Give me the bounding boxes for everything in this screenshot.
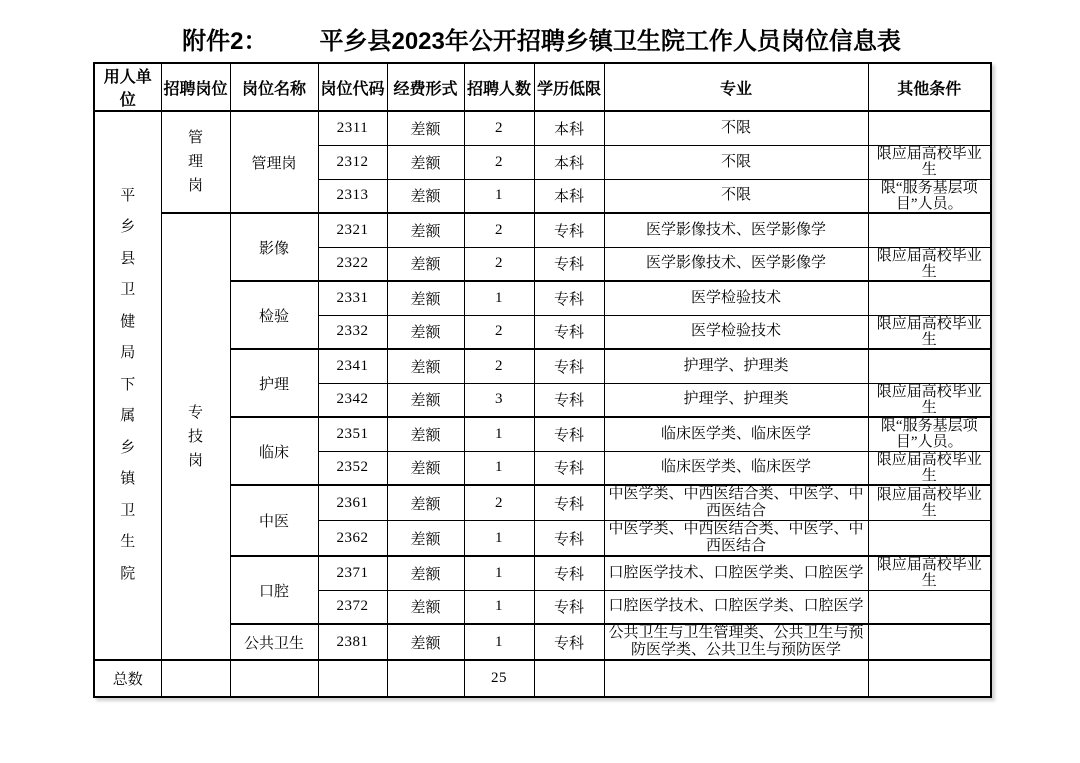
cell-other-conditions xyxy=(868,624,991,660)
cell-min-education: 专科 xyxy=(534,315,604,349)
column-header-0: 用人单位 xyxy=(94,63,161,111)
cell-min-education: 专科 xyxy=(534,624,604,660)
cell-position-code: 2341 xyxy=(318,349,387,383)
cell-major: 临床医学类、临床医学 xyxy=(604,451,868,485)
cell-position-name: 护理 xyxy=(230,349,318,417)
cell-other-conditions: 限应届高校毕业生 xyxy=(868,145,991,179)
cell-funding-form: 差额 xyxy=(387,485,464,521)
cell-position-name: 管理岗 xyxy=(230,111,318,213)
cell-funding-form: 差额 xyxy=(387,451,464,485)
cell-other-conditions: 限“服务基层项目”人员。 xyxy=(868,179,991,213)
cell-other-conditions xyxy=(868,281,991,315)
cell-recruit-count: 2 xyxy=(464,349,534,383)
cell-min-education: 专科 xyxy=(534,521,604,557)
cell-min-education: 专科 xyxy=(534,556,604,590)
cell-major: 医学影像技术、医学影像学 xyxy=(604,247,868,281)
cell-other-conditions: 限“服务基层项目”人员。 xyxy=(868,417,991,451)
recruit-category-label: 专技岗 xyxy=(187,404,203,469)
cell-other-conditions xyxy=(868,111,991,145)
cell-major: 中医学类、中西医结合类、中医学、中西医结合 xyxy=(604,521,868,557)
cell-min-education: 专科 xyxy=(534,590,604,624)
cell-other-conditions xyxy=(868,213,991,247)
cell-min-education: 本科 xyxy=(534,145,604,179)
cell-position-code: 2361 xyxy=(318,485,387,521)
cell-recruit-count: 2 xyxy=(464,213,534,247)
cell-min-education: 专科 xyxy=(534,485,604,521)
position-info-table xyxy=(93,62,992,698)
cell-major: 公共卫生与卫生管理类、公共卫生与预防医学类、公共卫生与预防医学 xyxy=(604,624,868,660)
cell-position-name: 检验 xyxy=(230,281,318,349)
column-header-4: 经费形式 xyxy=(387,63,464,111)
attachment-label: 附件2： xyxy=(182,28,268,55)
cell-position-name-empty xyxy=(230,660,318,697)
cell-major: 医学检验技术 xyxy=(604,315,868,349)
cell-position-code: 2352 xyxy=(318,451,387,485)
cell-position-code: 2371 xyxy=(318,556,387,590)
cell-recruit-count: 1 xyxy=(464,281,534,315)
cell-employer xyxy=(94,111,161,660)
cell-funding-form: 差额 xyxy=(387,179,464,213)
table-total-row xyxy=(94,660,991,697)
cell-recruit-count: 1 xyxy=(464,451,534,485)
cell-other-conditions: 限应届高校毕业生 xyxy=(868,556,991,590)
cell-min-education: 专科 xyxy=(534,213,604,247)
column-header-8: 其他条件 xyxy=(868,63,991,111)
cell-funding-form: 差额 xyxy=(387,349,464,383)
employer-name: 平乡县卫健局下属乡镇卫生院 xyxy=(120,187,136,582)
table-row xyxy=(94,213,991,247)
cell-position-code: 2381 xyxy=(318,624,387,660)
cell-major: 医学影像技术、医学影像学 xyxy=(604,213,868,247)
cell-recruit-count: 3 xyxy=(464,383,534,417)
column-header-2: 岗位名称 xyxy=(230,63,318,111)
cell-position-code: 2331 xyxy=(318,281,387,315)
cell-major: 护理学、护理类 xyxy=(604,383,868,417)
cell-position-name: 公共卫生 xyxy=(230,624,318,660)
cell-funding-form: 差额 xyxy=(387,521,464,557)
cell-funding-form: 差额 xyxy=(387,213,464,247)
cell-funding-form: 差额 xyxy=(387,624,464,660)
cell-funding-form: 差额 xyxy=(387,145,464,179)
cell-min-education-empty xyxy=(534,660,604,697)
cell-major: 不限 xyxy=(604,111,868,145)
cell-position-code: 2362 xyxy=(318,521,387,557)
cell-recruit-count: 1 xyxy=(464,624,534,660)
cell-position-code: 2372 xyxy=(318,590,387,624)
cell-recruit-category xyxy=(161,111,230,213)
cell-funding-form: 差额 xyxy=(387,383,464,417)
cell-min-education: 专科 xyxy=(534,349,604,383)
cell-recruit-category xyxy=(161,213,230,660)
cell-min-education: 本科 xyxy=(534,179,604,213)
recruit-category-label: 管理岗 xyxy=(187,130,203,194)
cell-recruit-count: 1 xyxy=(464,417,534,451)
cell-major: 中医学类、中西医结合类、中医学、中西医结合 xyxy=(604,485,868,521)
column-header-6: 学历低限 xyxy=(534,63,604,111)
page-title: 平乡县2023年公开招聘乡镇卫生院工作人员岗位信息表 xyxy=(319,28,901,55)
cell-recruit-count: 2 xyxy=(464,247,534,281)
cell-other-conditions xyxy=(868,349,991,383)
column-header-3: 岗位代码 xyxy=(318,63,387,111)
cell-other-conditions xyxy=(868,521,991,557)
document-title xyxy=(93,28,990,56)
cell-recruit-count: 1 xyxy=(464,590,534,624)
cell-funding-form-empty xyxy=(387,660,464,697)
cell-other-conditions: 限应届高校毕业生 xyxy=(868,485,991,521)
cell-min-education: 专科 xyxy=(534,451,604,485)
cell-position-code: 2342 xyxy=(318,383,387,417)
cell-major: 不限 xyxy=(604,179,868,213)
cell-funding-form: 差额 xyxy=(387,281,464,315)
table-row xyxy=(94,111,991,145)
cell-min-education: 专科 xyxy=(534,281,604,315)
cell-funding-form: 差额 xyxy=(387,247,464,281)
cell-total-count: 25 xyxy=(464,660,534,697)
cell-position-name: 中医 xyxy=(230,485,318,556)
cell-position-code: 2311 xyxy=(318,111,387,145)
cell-recruit-count: 2 xyxy=(464,111,534,145)
cell-position-name: 临床 xyxy=(230,417,318,485)
cell-funding-form: 差额 xyxy=(387,417,464,451)
cell-major: 医学检验技术 xyxy=(604,281,868,315)
cell-other-conditions: 限应届高校毕业生 xyxy=(868,451,991,485)
cell-recruit-count: 1 xyxy=(464,556,534,590)
cell-position-code-empty xyxy=(318,660,387,697)
cell-min-education: 本科 xyxy=(534,111,604,145)
cell-position-code: 2332 xyxy=(318,315,387,349)
cell-min-education: 专科 xyxy=(534,417,604,451)
cell-recruit-category-empty xyxy=(161,660,230,697)
cell-major-empty xyxy=(604,660,868,697)
cell-min-education: 专科 xyxy=(534,247,604,281)
cell-position-code: 2313 xyxy=(318,179,387,213)
cell-min-education: 专科 xyxy=(534,383,604,417)
column-header-5: 招聘人数 xyxy=(464,63,534,111)
cell-funding-form: 差额 xyxy=(387,590,464,624)
cell-total-label: 总数 xyxy=(94,660,161,697)
cell-position-name: 口腔 xyxy=(230,556,318,624)
cell-recruit-count: 1 xyxy=(464,179,534,213)
cell-other-conditions-empty xyxy=(868,660,991,697)
cell-position-code: 2351 xyxy=(318,417,387,451)
cell-funding-form: 差额 xyxy=(387,111,464,145)
cell-funding-form: 差额 xyxy=(387,556,464,590)
table-header-row xyxy=(94,63,991,111)
cell-other-conditions xyxy=(868,590,991,624)
cell-other-conditions: 限应届高校毕业生 xyxy=(868,247,991,281)
cell-recruit-count: 2 xyxy=(464,315,534,349)
cell-other-conditions: 限应届高校毕业生 xyxy=(868,315,991,349)
cell-major: 护理学、护理类 xyxy=(604,349,868,383)
cell-major: 口腔医学技术、口腔医学类、口腔医学 xyxy=(604,556,868,590)
cell-recruit-count: 2 xyxy=(464,485,534,521)
cell-position-code: 2322 xyxy=(318,247,387,281)
column-header-7: 专业 xyxy=(604,63,868,111)
cell-funding-form: 差额 xyxy=(387,315,464,349)
cell-recruit-count: 2 xyxy=(464,145,534,179)
cell-recruit-count: 1 xyxy=(464,521,534,557)
cell-position-code: 2321 xyxy=(318,213,387,247)
cell-position-name: 影像 xyxy=(230,213,318,281)
cell-major: 口腔医学技术、口腔医学类、口腔医学 xyxy=(604,590,868,624)
cell-major: 不限 xyxy=(604,145,868,179)
cell-other-conditions: 限应届高校毕业生 xyxy=(868,383,991,417)
column-header-1: 招聘岗位 xyxy=(161,63,230,111)
cell-major: 临床医学类、临床医学 xyxy=(604,417,868,451)
cell-position-code: 2312 xyxy=(318,145,387,179)
